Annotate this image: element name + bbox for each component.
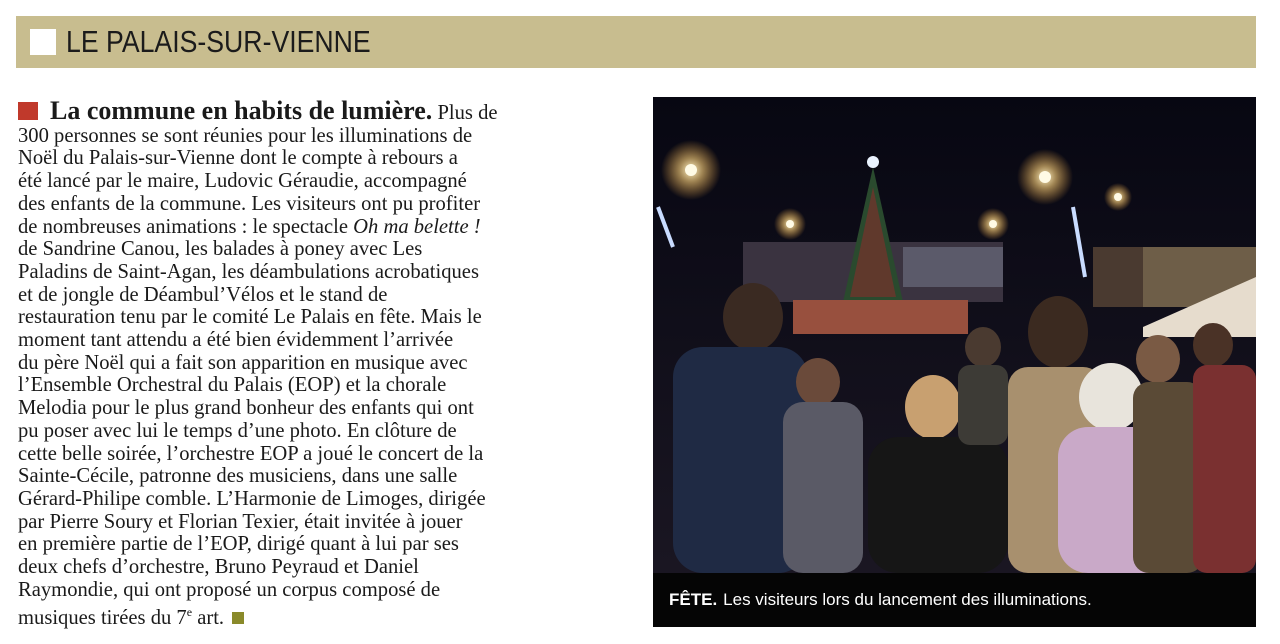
article-line: 300 personnes se sont réunies pour les illuminations de (18, 124, 473, 147)
article-line: restauration tenu par le comité Le Palais en fête. Mais le (18, 306, 482, 329)
article-line: La commune en habits de lumière. Plus de (18, 100, 622, 125)
article-line: moment tant attendu a été bien évidemment l’arrivée (18, 329, 454, 352)
caption-label: FÊTE. (669, 590, 718, 609)
article-headline: La commune en habits de lumière. (50, 96, 433, 125)
section-square-icon (30, 29, 56, 55)
article-body (18, 96, 622, 630)
article-line: Noël du Palais-sur-Vienne dont le compte à rebours a (18, 147, 458, 170)
photo-scene (653, 97, 1256, 573)
article-line: du père Noël qui a fait son apparition en musique avec (18, 351, 468, 374)
caption-text: Les visiteurs lors du lancement des illuminations. (723, 590, 1092, 609)
article-line: deux chefs d’orchestre, Bruno Peyraud et Daniel (18, 556, 419, 579)
show-title: Oh ma belette ! (353, 215, 481, 238)
photo-caption (653, 573, 1256, 627)
section-header (16, 16, 1256, 68)
news-photo (653, 97, 1256, 627)
article-line: Melodia pour le plus grand bonheur des enfants qui ont (18, 397, 474, 420)
red-square-icon (18, 102, 38, 120)
article-line: de nombreuses animations : le spectacle Oh ma belette ! (18, 215, 481, 238)
article-line: l’Ensemble Orchestral du Palais (EOP) et la chorale (18, 374, 447, 397)
article-line: Gérard-Philipe comble. L’Harmonie de Limoges, dirigée (18, 487, 486, 510)
article-line: musiques tirées du 7e art. (18, 601, 622, 630)
end-square-icon (232, 612, 244, 624)
article-line: par Pierre Soury et Florian Texier, était invitée à jouer (18, 510, 463, 533)
article-line: et de jongle de Déambul’Vélos et le stand de (18, 283, 388, 306)
article-line: cette belle soirée, l’orchestre EOP a joué le concert de la (18, 442, 484, 465)
article-line: pu poser avec lui le temps d’une photo. En clôture de (18, 419, 457, 442)
article-line: été lancé par le maire, Ludovic Géraudie, accompagné (18, 170, 467, 193)
article-line: en première partie de l’EOP, dirigé quant à lui par ses (18, 533, 459, 556)
article-line: Sainte-Cécile, patronne des musiciens, dans une salle (18, 465, 458, 488)
article-line: des enfants de la commune. Les visiteurs ont pu profiter (18, 192, 481, 215)
section-title: LE PALAIS-SUR-VIENNE (66, 24, 371, 59)
article-line: Paladins de Saint-Agan, les déambulations acrobatiques (18, 260, 479, 283)
article-line: Raymondie, qui ont proposé un corpus composé de (18, 578, 441, 601)
article-line: de Sandrine Canou, les balades à poney avec Les (18, 238, 423, 261)
